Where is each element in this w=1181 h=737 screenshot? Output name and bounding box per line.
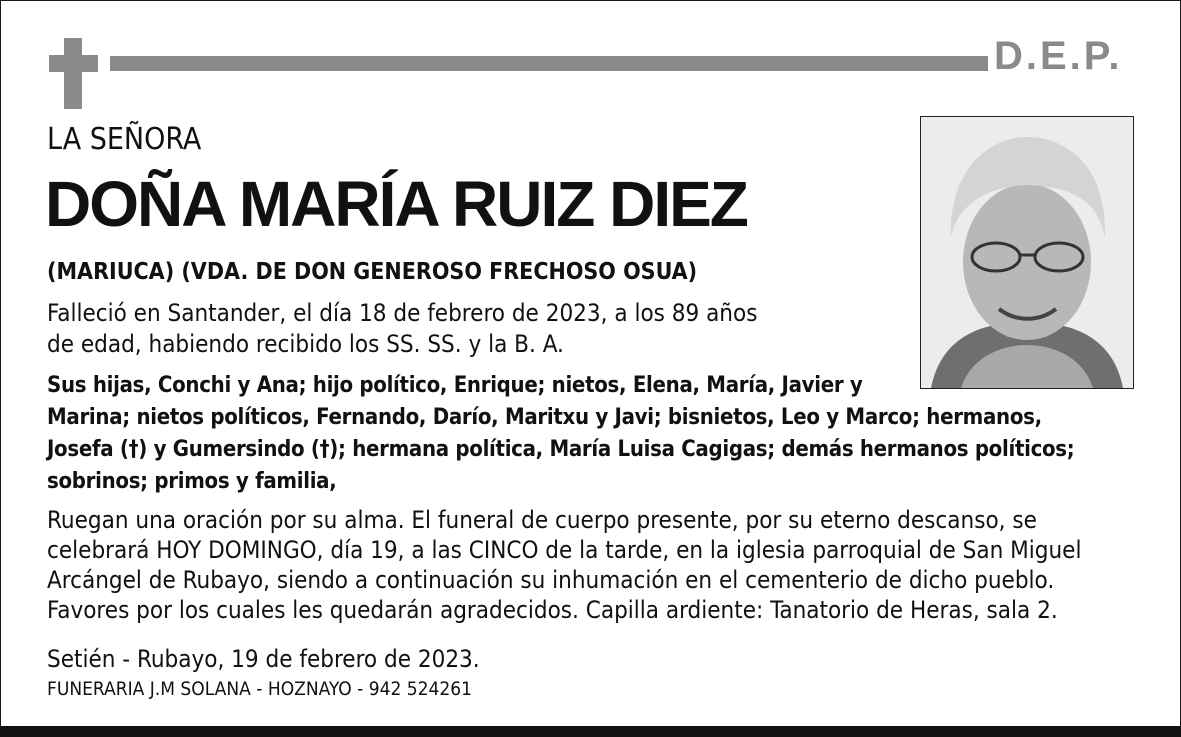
header-rule [110, 56, 988, 71]
death-line: de edad, habiendo recibido los SS. SS. y la B. A. [47, 330, 564, 358]
family-line: sobrinos; primos y familia, [47, 469, 337, 494]
place-date: Setién - Rubayo, 19 de febrero de 2023. [47, 645, 480, 673]
funeral-line: Favores por los cuales les quedarán agradecidos. Capilla ardiente: Tanatorio de Heras, sala 2. [47, 596, 1058, 624]
death-paragraph [47, 298, 807, 360]
family-line: Marina; nietos políticos, Fernando, Darío, Maritxu y Javi; bisnietos, Leo y Marco; hermanos, [47, 405, 1042, 430]
family-line: Sus hijas, Conchi y Ana; hijo político, Enrique; nietos, Elena, María, Javier y [47, 373, 863, 398]
dep-label: D.E.P. [994, 34, 1123, 78]
family-list [47, 370, 1157, 498]
portrait-image [921, 117, 1133, 388]
portrait-photo [920, 116, 1134, 389]
family-line: Josefa (†) y Gumersindo (†); hermana política, María Luisa Cagigas; demás hermanos políticos; [47, 437, 1075, 462]
funeral-paragraph [47, 505, 1157, 625]
bottom-border [0, 726, 1181, 737]
death-line: Falleció en Santander, el día 18 de febrero de 2023, a los 89 años [47, 299, 758, 327]
title-prefix: LA SEÑORA [47, 122, 202, 157]
nickname-line: (MARIUCA) (VDA. DE DON GENEROSO FRECHOSO OSUA) [47, 259, 698, 285]
cross-icon-bar [49, 55, 98, 72]
funeral-line: Arcángel de Rubayo, siendo a continuación su inhumación en el cementerio de dicho pueblo. [47, 566, 1055, 594]
funeral-line: Ruegan una oración por su alma. El funeral de cuerpo presente, por su eterno descanso, se [47, 506, 1037, 534]
cross-icon [64, 38, 82, 109]
funeral-home: FUNERARIA J.M SOLANA - HOZNAYO - 942 524261 [47, 678, 473, 700]
funeral-line: celebrará HOY DOMINGO, día 19, a las CINCO de la tarde, en la iglesia parroquial de San Miguel [47, 536, 1082, 564]
deceased-name: DOÑA MARÍA RUIZ DIEZ [45, 168, 747, 240]
